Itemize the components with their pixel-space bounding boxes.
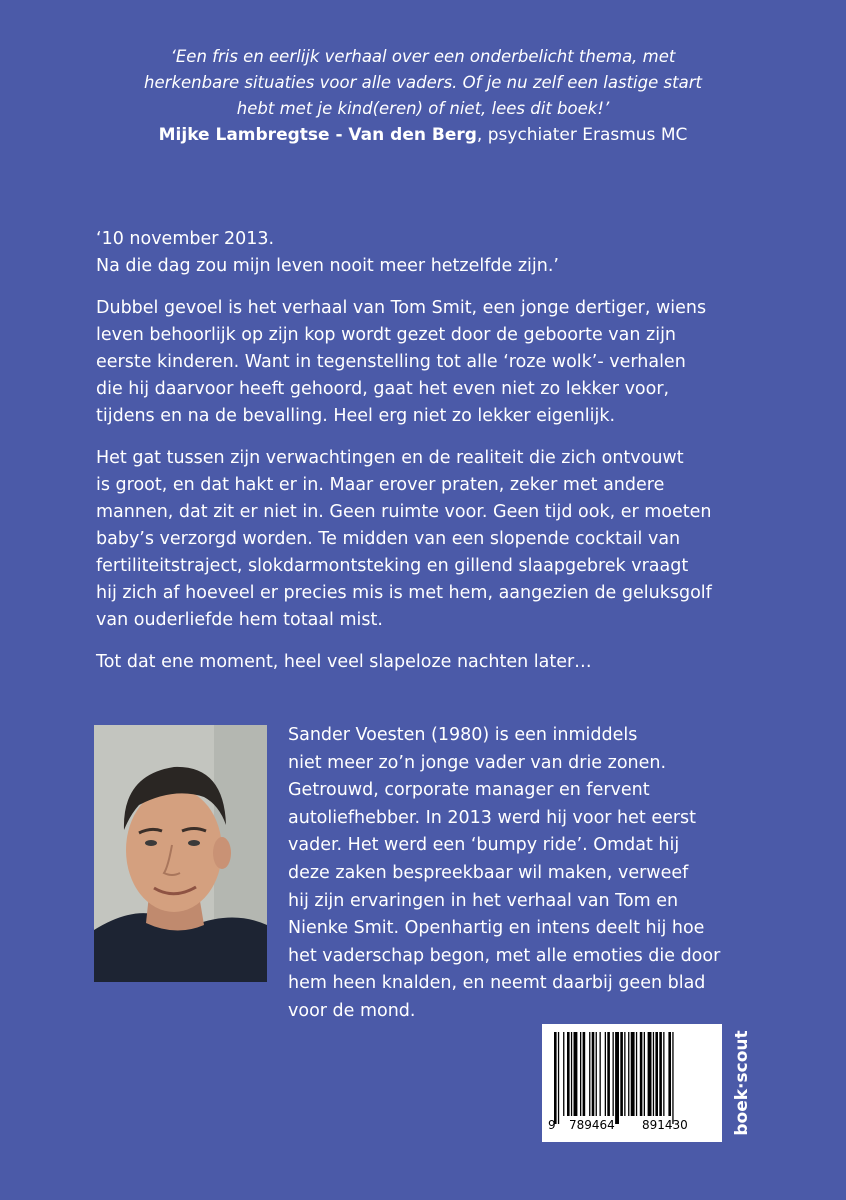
barcode-bar: [668, 1032, 671, 1116]
opening-quote: [96, 226, 776, 280]
text-line: het vaderschap begon, met alle emoties die door: [288, 945, 721, 966]
text-line: Sander Voesten (1980) is een inmiddels: [288, 725, 638, 745]
text-line: tijdens en na de bevalling. Heel erg niet zo lekker eigenlijk.: [96, 406, 616, 426]
text-line: deze zaken bespreekbaar wil maken, verweef: [288, 862, 689, 883]
author-photo: [94, 725, 267, 982]
barcode-bar: [640, 1032, 643, 1116]
barcode-bar: [615, 1032, 619, 1124]
text-line: Nienke Smit. Openhartig en intens deelt hij hoe: [288, 918, 705, 939]
text-line: hem heen knalden, en neemt daarbij geen blad: [288, 973, 706, 994]
barcode-bar: [554, 1032, 557, 1124]
quote-line: ‘Een fris en eerlijk verhaal over een onderbelicht thema, met: [170, 47, 676, 66]
quote-author-name: Mijke Lambregtse - Van den Berg: [158, 125, 477, 145]
barcode-bar: [607, 1032, 610, 1116]
barcode-bar: [624, 1032, 625, 1116]
isbn-first-digit: 9: [548, 1118, 556, 1132]
publisher-logo-text: boek·scout: [732, 1030, 752, 1136]
barcode-bar: [567, 1032, 570, 1116]
text-line: mannen, dat zit er niet in. Geen ruimte voor. Geen tijd ook, er moeten: [96, 502, 712, 522]
description-paragraph-1: [96, 295, 776, 430]
barcode-bar: [574, 1032, 578, 1116]
text-line: fertiliteitstraject, slokdarmontsteking en gillend slaapgebrek vraagt: [96, 556, 689, 576]
text-line: vader. Het werd een ‘bumpy ride’. Omdat hij: [288, 835, 680, 856]
barcode-bar: [558, 1032, 559, 1124]
text-line: eerste kinderen. Want in tegenstelling tot alle ‘roze wolk’- verhalen: [96, 352, 686, 372]
text-line: baby’s verzorgd worden. Te midden van een slopende cocktail van: [96, 529, 681, 549]
text-line: leven behoorlijk op zijn kop wordt gezet door de geboorte van zijn: [96, 325, 677, 345]
book-description: [96, 226, 776, 691]
text-line: hij zijn ervaringen in het verhaal van Tom en: [288, 890, 679, 911]
quote-line: herkenbare situaties voor alle vaders. Of je nu zelf een lastige start: [144, 73, 702, 92]
barcode-bar: [628, 1032, 629, 1116]
isbn-barcode: [542, 1024, 722, 1142]
text-line: Het gat tussen zijn verwachtingen en de realiteit die zich ontvouwt: [96, 448, 684, 468]
quote-attribution: [60, 122, 786, 148]
barcode-bar: [663, 1032, 664, 1116]
publisher-logo: [727, 1024, 757, 1142]
barcode-bar: [596, 1032, 597, 1116]
isbn-left-group: 789464: [569, 1118, 615, 1132]
barcode-bar: [636, 1032, 637, 1116]
text-line: niet meer zo’n jonge vader van drie zonen.: [288, 752, 667, 773]
text-line: Getrouwd, corporate manager en fervent: [288, 780, 650, 801]
quote-line: hebt met je kind(eren) of niet, lees dit boek!’: [236, 99, 610, 118]
barcode-bar: [580, 1032, 581, 1116]
barcode-bar: [605, 1032, 606, 1116]
text-line: die hij daarvoor heeft gehoord, gaat het even niet zo lekker voor,: [96, 379, 670, 399]
closing-line: Tot dat ene moment, heel veel slapeloze nachten later…: [96, 652, 592, 672]
barcode-bar: [571, 1032, 572, 1116]
barcode-bar: [589, 1032, 590, 1116]
text-line: van ouderliefde hem totaal mist.: [96, 610, 383, 630]
text-line: ‘10 november 2013.: [96, 229, 275, 249]
barcode-bar: [620, 1032, 623, 1116]
text-line: autoliefhebber. In 2013 werd hij voor het eerst: [288, 807, 697, 828]
author-portrait-image: [94, 725, 267, 982]
barcode-bar: [653, 1032, 654, 1116]
barcode-bar: [655, 1032, 658, 1116]
barcode-bar: [644, 1032, 645, 1116]
isbn-right-group: 891430: [642, 1118, 688, 1132]
quote-author-role: , psychiater Erasmus MC: [476, 125, 688, 145]
barcode-bar: [583, 1032, 586, 1116]
description-paragraph-2: [96, 445, 776, 634]
text-line: Dubbel gevoel is het verhaal van Tom Smit, een jonge dertiger, wiens: [96, 298, 707, 318]
barcode-bar: [600, 1032, 601, 1116]
barcode-bar: [613, 1032, 614, 1116]
barcode-bar: [592, 1032, 595, 1116]
text-line: Na die dag zou mijn leven nooit meer hetzelfde zijn.’: [96, 256, 559, 276]
text-line: hij zich af hoeveel er precies mis is met hem, aangezien de geluksgolf: [96, 583, 712, 603]
barcode-bar: [631, 1032, 635, 1116]
text-line: is groot, en dat hakt er in. Maar erover praten, zeker met andere: [96, 475, 665, 495]
endorsement-quote: [60, 44, 786, 148]
barcode-bar: [659, 1032, 662, 1116]
barcode-bar: [648, 1032, 652, 1116]
barcode-bar: [672, 1032, 673, 1124]
author-bio: [288, 722, 788, 1026]
text-line: voor de mond.: [288, 1000, 416, 1021]
barcode-bar: [563, 1032, 564, 1116]
